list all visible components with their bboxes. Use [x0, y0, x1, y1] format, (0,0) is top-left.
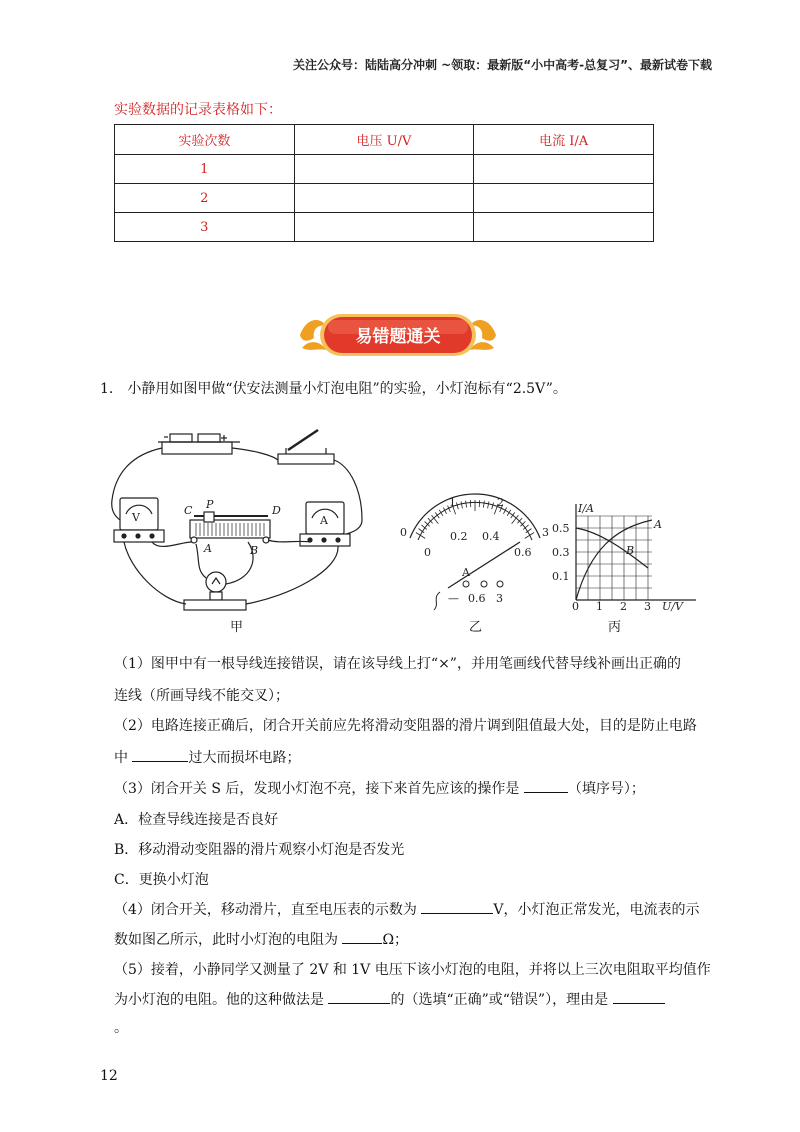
part-4-prefix: （4）闭合开关，移动滑片，直至电压表的示数为 — [114, 902, 422, 918]
graph-ytick: 0.1 — [552, 570, 570, 583]
part-4-line-2 — [114, 930, 408, 950]
graph-ylabel: I/A — [578, 502, 594, 515]
circuit-figure — [100, 420, 700, 635]
table-cell: 1 — [115, 155, 295, 184]
part-5-mid: 的（选填“正确”或“错误”），理由是 — [390, 992, 613, 1008]
part-1-line-2: 连线（所画导线不能交叉）； — [114, 688, 289, 704]
graph-xlabel: U/V — [662, 600, 683, 613]
part-2-suffix: 过大而损坏电路； — [188, 750, 301, 766]
meter-bottom-tick: 0.4 — [482, 530, 500, 543]
part-2-prefix: 中 — [114, 750, 133, 766]
meter-top-tick: 0 — [400, 526, 407, 539]
part-4b-suffix: Ω； — [382, 932, 409, 948]
answer-blank[interactable] — [524, 779, 568, 793]
meter-tick — [435, 512, 439, 518]
meter-terminal: 0.6 — [468, 592, 486, 605]
figure-label-yi: 乙 — [469, 620, 483, 635]
part-5-line-3: 。 — [114, 1020, 128, 1036]
rheostat-label-c: C — [184, 504, 193, 517]
battery-icon — [162, 442, 232, 454]
table-cell — [474, 155, 654, 184]
part-5-line-2 — [114, 990, 665, 1010]
table-cell: 2 — [115, 184, 295, 213]
part-5-line-1: （5）接着，小静同学又测量了 2V 和 1V 电压下该小灯泡的电阻，并将以上三次电阻取平均值作 — [114, 962, 711, 978]
meter-unit: A — [462, 566, 470, 579]
part-2-line-2 — [114, 748, 300, 768]
meter-top-tick: 1 — [449, 496, 456, 509]
meter-tick — [483, 501, 484, 508]
figure-jia — [112, 430, 362, 610]
table-caption: 实验数据的记录表格如下： — [114, 102, 282, 118]
column-header: 电压 U/V — [294, 125, 474, 155]
table-cell — [474, 184, 654, 213]
answer-blank[interactable] — [132, 748, 188, 762]
part-1-line-1: （1）图甲中有一根导线连接错误，请在该导线上打“×”，并用笔画线代替导线补画出正确的 — [114, 656, 681, 672]
rheostat — [190, 512, 270, 543]
option-a: A．检查导线连接是否良好 — [114, 812, 279, 828]
meter-top-tick: 3 — [542, 526, 549, 539]
column-header: 实验次数 — [115, 125, 295, 155]
meter-tick — [492, 503, 494, 510]
rheostat-label-b: B — [250, 544, 259, 557]
answer-blank[interactable] — [342, 930, 382, 944]
rheostat-label-a: A — [204, 542, 212, 555]
curve-a-label: A — [654, 518, 662, 531]
graph-ytick: 0.3 — [552, 546, 570, 559]
meter-bottom-tick: 0.2 — [450, 530, 468, 543]
figure-bing — [576, 504, 696, 600]
part-4-suffix: V，小灯泡正常发光，电流表的示 — [493, 902, 700, 918]
graph-xtick: 1 — [596, 600, 603, 613]
option-c: C．更换小灯泡 — [114, 872, 209, 888]
meter-top-tick: 2 — [497, 496, 504, 509]
answer-blank[interactable] — [421, 900, 493, 914]
graph-xtick: 2 — [620, 600, 627, 613]
meter-tick — [416, 532, 425, 538]
meter-tick — [511, 512, 515, 518]
table-row — [115, 184, 654, 213]
part-3-suffix: （填序号）； — [567, 781, 645, 797]
section-banner — [296, 308, 500, 362]
part-5-prefix: 为小灯泡的电阻。他的这种做法是 — [114, 992, 329, 1008]
voltmeter-label: V — [132, 511, 140, 524]
meter-tick — [461, 501, 462, 508]
meter-bottom-tick: 0.6 — [514, 546, 532, 559]
page-header: 关注公众号：陆陆高分冲刺 ~领取：最新版“小中高考-总复习”、最新试卷下载 — [293, 58, 712, 72]
banner-text: 易错题通关 — [355, 327, 441, 347]
part-4b-prefix: 数如图乙所示，此时小灯泡的电阻为 — [114, 932, 343, 948]
meter-terminal: — — [448, 592, 459, 605]
graph-ytick: 0.5 — [552, 522, 570, 535]
table-cell — [294, 184, 474, 213]
graph-xtick: 3 — [644, 600, 651, 613]
figure-label-jia: 甲 — [230, 620, 244, 635]
part-3-line — [114, 779, 645, 799]
meter-tick — [525, 532, 534, 538]
table-header-row — [115, 125, 654, 155]
answer-blank[interactable] — [613, 990, 665, 1004]
figure-label-bing: 丙 — [608, 620, 622, 635]
meter-bottom-tick: 0 — [424, 546, 431, 559]
graph-xtick: 0 — [572, 600, 579, 613]
table-cell: 3 — [115, 213, 295, 242]
part-3-prefix: （3）闭合开关 S 后，发现小灯泡不亮，接下来首先应该的操作是 — [114, 781, 524, 797]
bulb-icon — [184, 572, 246, 610]
rheostat-label-p: P — [206, 498, 214, 511]
table-cell — [474, 213, 654, 242]
answer-blank[interactable] — [328, 990, 390, 1004]
option-b: B．移动滑动变阻器的滑片观察小灯泡是否发光 — [114, 842, 405, 858]
meter-tick — [466, 501, 467, 508]
table-cell — [294, 155, 474, 184]
meter-tick — [488, 501, 489, 508]
switch-icon — [278, 454, 334, 464]
meter-tick — [456, 503, 458, 510]
part-2-line-1: （2）电路连接正确后，闭合开关前应先将滑动变阻器的滑片调到阻值最大处，目的是防止电路 — [114, 718, 697, 734]
record-table — [114, 124, 654, 242]
table-cell — [294, 213, 474, 242]
column-header: 电流 I/A — [474, 125, 654, 155]
part-4-line-1 — [114, 900, 699, 920]
rheostat-label-d: D — [272, 504, 281, 517]
page-number: 12 — [100, 1068, 118, 1084]
curve-b-label: B — [626, 544, 635, 557]
table-row — [115, 155, 654, 184]
meter-terminal: 3 — [496, 592, 503, 605]
question-title: 1． 小静用如图甲做“伏安法测量小灯泡电阻”的实验，小灯泡标有“2.5V”。 — [100, 381, 567, 397]
table-row — [115, 213, 654, 242]
ammeter-label: A — [320, 514, 328, 527]
